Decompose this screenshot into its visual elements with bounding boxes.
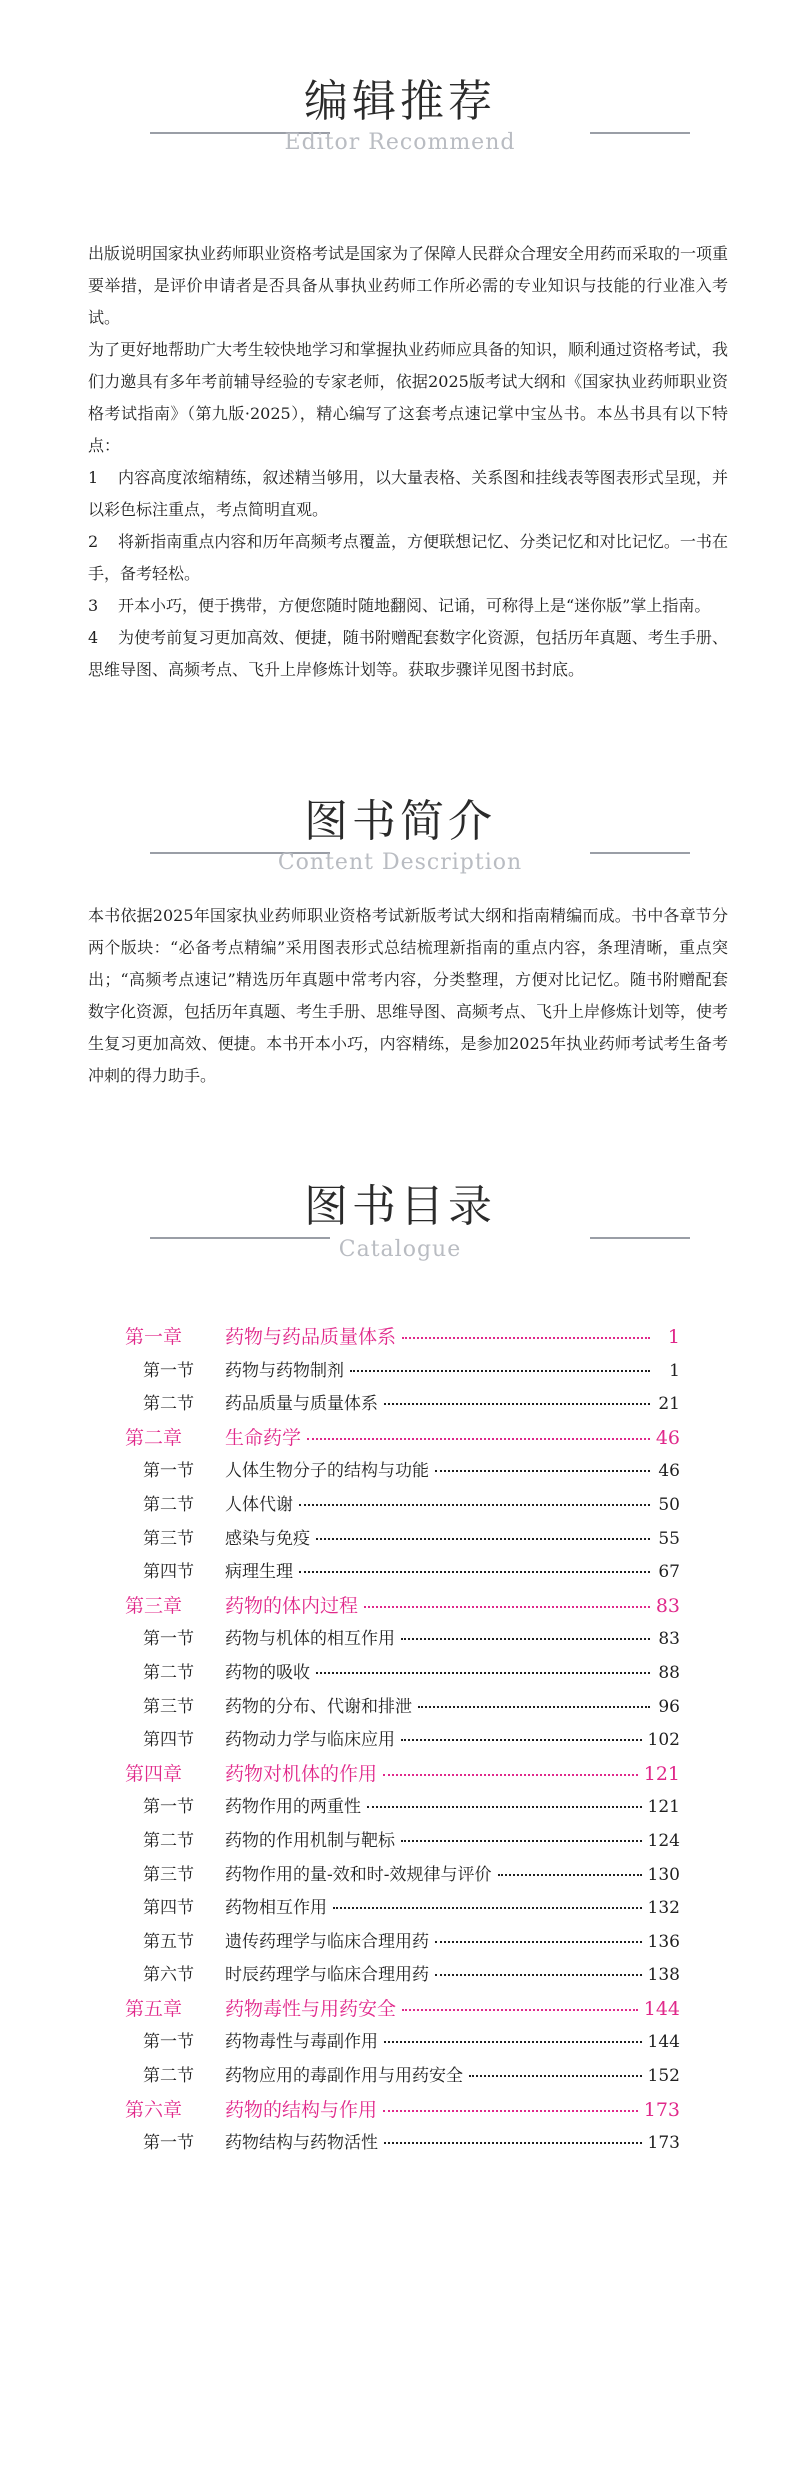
toc-leader-dots [316, 1671, 650, 1674]
toc-chapter-row [125, 2095, 680, 2129]
catalogue-header [0, 1165, 800, 1285]
toc-title: 人体生物分子的结构与功能 [225, 1461, 429, 1482]
content-subtitle: Content Description [277, 850, 523, 875]
toc-section-row [125, 1356, 680, 1390]
list-number: 4 [88, 628, 99, 647]
toc-leader-dots [418, 1705, 650, 1708]
toc-page-number: 152 [647, 2066, 680, 2087]
toc-chapter-row [125, 1591, 680, 1625]
editor-paragraph [88, 462, 728, 526]
toc-number: 第三节 [143, 1696, 194, 1717]
toc-page-number: 46 [658, 1461, 680, 1482]
toc-title: 药物的分布、代谢和排泄 [225, 1696, 412, 1717]
toc-page-number: 83 [658, 1629, 680, 1650]
paragraph-text: 将新指南重点内容和历年高频考点覆盖，方便联想记忆、分类记忆和对比记忆。一书在手，备考轻松。 [88, 532, 728, 583]
toc-leader-dots [435, 1469, 650, 1472]
toc-page-number: 102 [647, 1730, 680, 1751]
toc-number: 第二章 [125, 1426, 183, 1449]
toc-leader-dots [299, 1503, 650, 1506]
toc-leader-dots [469, 2074, 642, 2077]
catalogue-subtitle: Catalogue [338, 1237, 462, 1262]
toc-number: 第四节 [143, 1898, 194, 1919]
toc-section-row [125, 1389, 680, 1423]
toc-leader-dots [316, 1537, 650, 1540]
toc-title: 药物动力学与临床应用 [225, 1730, 395, 1751]
editor-paragraph [88, 334, 728, 462]
paragraph-text: 为使考前复习更加高效、便捷，随书附赠配套数字化资源，包括历年真题、考生手册、思维导图、高频考点、飞升上岸修炼计划等。获取步骤详见图书封底。 [88, 628, 728, 679]
toc-number: 第二节 [143, 1662, 194, 1683]
toc-leader-dots [383, 1773, 638, 1776]
toc-section-row [125, 1658, 680, 1692]
toc-leader-dots [498, 1873, 642, 1876]
toc-page-number: 121 [643, 1762, 680, 1785]
toc-page-number: 132 [647, 1898, 680, 1919]
content-header [0, 780, 800, 900]
toc-leader-dots [435, 1973, 642, 1976]
toc-title: 时辰药理学与临床合理用药 [225, 1965, 429, 1986]
toc-leader-dots [402, 2008, 638, 2011]
toc-leader-dots [384, 2141, 642, 2144]
toc-page-number: 46 [655, 1426, 680, 1449]
toc-section-row [125, 1524, 680, 1558]
toc-number: 第五节 [143, 1931, 194, 1952]
toc-number: 第五章 [125, 1997, 183, 2020]
toc-page-number: 83 [655, 1594, 680, 1617]
toc-title: 药物作用的量-效和时-效规律与评价 [225, 1864, 492, 1885]
toc-page-number: 67 [658, 1562, 680, 1583]
toc-title: 生命药学 [225, 1426, 302, 1449]
toc-number: 第二节 [143, 1394, 194, 1415]
toc-section-row [125, 1960, 680, 1994]
toc-title: 药物的体内过程 [225, 1594, 359, 1617]
toc-section-row [125, 1456, 680, 1490]
toc-page-number: 21 [658, 1394, 680, 1415]
toc-number: 第四节 [143, 1562, 194, 1583]
toc-page-number: 88 [658, 1662, 680, 1683]
toc-title: 药物的作用机制与靶标 [225, 1830, 395, 1851]
toc-chapter-row [125, 1994, 680, 2028]
toc-number: 第四节 [143, 1730, 194, 1751]
toc-section-row [125, 2061, 680, 2095]
toc-leader-dots [383, 2109, 638, 2112]
paragraph-text: 内容高度浓缩精练，叙述精当够用，以大量表格、关系图和挂线表等图表形式呈现，并以彩色标注重点，考点简明直观。 [88, 468, 728, 519]
toc-chapter-row [125, 1759, 680, 1793]
toc-title: 遗传药理学与临床合理用药 [225, 1931, 429, 1952]
toc-leader-dots [350, 1369, 650, 1372]
toc-section-row [125, 2027, 680, 2061]
content-paragraph: 本书依据2025年国家执业药师职业资格考试新版考试大纲和指南精编而成。书中各章节分两个版块：“必备考点精编”采用图表形式总结梳理新指南的重点内容，条理清晰，重点突出；“高频考点速记”精选历年真题中常考内容，分类整理，方便对比记忆。随书附赠配套数字化资源，包括历年真题、考生手册、思维导图、高频考点、飞升上岸修炼计划等，使考生复习更加高效、便捷。本书开本小巧，内容精练，是参加2025年执业药师考试考生备考冲刺的得力助手。 [88, 906, 729, 1085]
toc-number: 第一节 [143, 2133, 194, 2154]
content-description-text [88, 900, 728, 1092]
list-number: 3 [88, 596, 99, 615]
toc-number: 第四章 [125, 1762, 183, 1785]
toc-section-row [125, 1692, 680, 1726]
toc-leader-dots [401, 1637, 650, 1640]
toc-number: 第一节 [143, 1360, 194, 1381]
toc-title: 药物应用的毒副作用与用药安全 [225, 2066, 463, 2087]
toc-title: 药物与机体的相互作用 [225, 1629, 395, 1650]
editor-paragraph [88, 590, 728, 622]
toc-leader-dots [333, 1906, 642, 1909]
toc-leader-dots [307, 1437, 650, 1440]
toc-title: 感染与免疫 [225, 1528, 310, 1549]
toc-section-row [125, 1860, 680, 1894]
toc-title: 病理生理 [225, 1562, 293, 1583]
toc-title: 药物毒性与用药安全 [225, 1997, 397, 2020]
toc-number: 第一节 [143, 1461, 194, 1482]
toc-section-row [125, 1624, 680, 1658]
toc-leader-dots [435, 1940, 642, 1943]
toc-section-row [125, 1490, 680, 1524]
content-title: 图书简介 [304, 796, 496, 847]
toc-leader-dots [401, 1839, 642, 1842]
toc-title: 药物与药品质量体系 [225, 1326, 397, 1348]
toc-section-row [125, 1557, 680, 1591]
toc-leader-dots [384, 2040, 642, 2043]
catalogue-title: 图书目录 [304, 1181, 496, 1232]
paragraph-text: 开本小巧，便于携带，方便您随时随地翻阅、记诵，可称得上是“迷你版”掌上指南。 [118, 596, 711, 615]
toc-page-number: 130 [647, 1864, 680, 1885]
toc-page-number: 144 [643, 1997, 680, 2020]
toc-leader-dots [401, 1738, 642, 1741]
toc-number: 第六章 [125, 2098, 183, 2121]
paragraph-text: 出版说明国家执业药师职业资格考试是国家为了保障人民群众合理安全用药而采取的一项重要举措，是评价申请者是否具备从事执业药师工作所必需的专业知识与技能的行业准入考试。 [88, 244, 729, 327]
editor-header [0, 70, 800, 190]
toc-title: 药物结构与药物活性 [225, 2133, 378, 2154]
editor-paragraph [88, 622, 728, 686]
toc-title: 药物毒性与毒副作用 [225, 2032, 378, 2053]
toc-page-number: 144 [647, 2032, 680, 2053]
toc-number: 第一节 [143, 1797, 194, 1818]
toc-number: 第一章 [125, 1326, 183, 1348]
toc-chapter-row [125, 1322, 680, 1356]
toc-page-number: 136 [647, 1931, 680, 1952]
toc-number: 第三章 [125, 1594, 183, 1617]
toc-page-number: 173 [643, 2098, 680, 2121]
toc-page-number: 124 [647, 1830, 680, 1851]
toc-page-number: 96 [658, 1696, 680, 1717]
toc-leader-dots [384, 1402, 650, 1405]
toc-section-row [125, 1927, 680, 1961]
toc-leader-dots [367, 1805, 642, 1808]
toc-page-number: 50 [658, 1494, 680, 1515]
toc-number: 第二节 [143, 2066, 194, 2087]
table-of-contents [125, 1322, 680, 2162]
toc-section-row [125, 1893, 680, 1927]
toc-section-row [125, 1725, 680, 1759]
toc-section-row [125, 2128, 680, 2162]
toc-title: 药物的吸收 [225, 1662, 310, 1683]
editor-recommend-text [88, 238, 728, 686]
toc-number: 第一节 [143, 1629, 194, 1650]
toc-number: 第六节 [143, 1965, 194, 1986]
toc-title: 药物相互作用 [225, 1898, 327, 1919]
toc-number: 第二节 [143, 1830, 194, 1851]
toc-chapter-row [125, 1423, 680, 1457]
editor-title: 编辑推荐 [304, 76, 496, 127]
toc-number: 第一节 [143, 2032, 194, 2053]
paragraph-text: 为了更好地帮助广大考生较快地学习和掌握执业药师应具备的知识，顺利通过资格考试，我们力邀具有多年考前辅导经验的专家老师，依据2025版考试大纲和《国家执业药师职业资格考试指南》（第九版·2025），精心编写了这套考点速记掌中宝丛书。本丛书具有以下特点： [88, 340, 729, 455]
toc-page-number: 1 [667, 1326, 680, 1348]
toc-page-number: 1 [669, 1360, 680, 1381]
editor-paragraph [88, 526, 728, 590]
toc-section-row [125, 1792, 680, 1826]
toc-title: 药物的结构与作用 [225, 2098, 378, 2121]
toc-leader-dots [364, 1605, 650, 1608]
list-number: 2 [88, 532, 99, 551]
toc-title: 人体代谢 [225, 1494, 293, 1515]
toc-number: 第三节 [143, 1864, 194, 1885]
toc-number: 第二节 [143, 1494, 194, 1515]
toc-title: 药物作用的两重性 [225, 1797, 361, 1818]
toc-leader-dots [299, 1570, 650, 1573]
toc-title: 药品质量与质量体系 [225, 1394, 378, 1415]
toc-page-number: 173 [647, 2133, 680, 2154]
toc-number: 第三节 [143, 1528, 194, 1549]
list-number: 1 [88, 468, 99, 487]
toc-leader-dots [402, 1336, 650, 1339]
toc-title: 药物与药物制剂 [225, 1360, 344, 1381]
toc-page-number: 55 [658, 1528, 680, 1549]
toc-page-number: 121 [647, 1797, 680, 1818]
toc-page-number: 138 [647, 1965, 680, 1986]
toc-section-row [125, 1826, 680, 1860]
editor-subtitle: Editor Recommend [284, 130, 516, 155]
editor-paragraph [88, 238, 728, 334]
toc-title: 药物对机体的作用 [225, 1762, 378, 1785]
